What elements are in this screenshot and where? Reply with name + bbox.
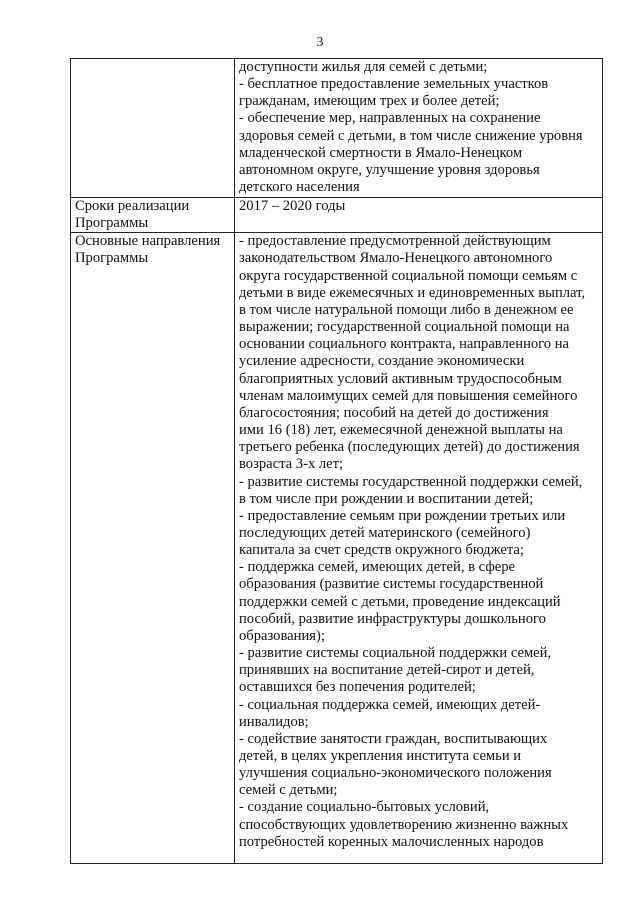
text-line: автономном округе, улучшение уровня здоровья bbox=[239, 161, 540, 178]
text-line: улучшения социально-экономического положения bbox=[239, 765, 552, 782]
row-label-cell bbox=[71, 198, 235, 233]
row-text-cell bbox=[235, 233, 603, 864]
text-line: - предоставление предусмотренной действующим bbox=[239, 233, 551, 250]
text-line: благоприятных условий активным трудоспособным bbox=[239, 370, 562, 387]
text-line: инвалидов; bbox=[239, 713, 309, 730]
text-line: - обеспечение мер, направленных на сохранение bbox=[239, 110, 541, 127]
text-line: возраста 3-х лет; bbox=[239, 456, 344, 473]
text-line: образования); bbox=[239, 627, 325, 644]
text-line: округа государственной социальной помощи семьям с bbox=[239, 267, 578, 284]
text-line: детей, в целях укрепления института семьи и bbox=[239, 748, 522, 764]
text-line: - предоставление семьям при рождении третьих или bbox=[239, 507, 566, 524]
text-line: младенческой смертности в Ямало-Ненецком bbox=[239, 144, 523, 161]
text-line: Сроки реализации bbox=[75, 198, 190, 214]
text-line: ими 16 (18) лет, ежемесячной денежной выплаты на bbox=[239, 422, 563, 439]
text-line: - поддержка семей, имеющих детей, в сфере bbox=[239, 559, 516, 576]
text-line: Программы bbox=[75, 215, 149, 232]
text-line: гражданам, имеющим трех и более детей; bbox=[239, 93, 500, 110]
row-label-cell bbox=[71, 59, 235, 198]
text-line: - бесплатное предоставление земельных участков bbox=[239, 76, 549, 93]
row-text-cell bbox=[235, 59, 603, 198]
text-line: выражении; государственной социальной помощи на bbox=[239, 319, 570, 336]
text-line: в том числе натуральной помощи либо в денежном ее bbox=[239, 301, 574, 318]
text-line: - содействие занятости граждан, воспитывающих bbox=[239, 730, 548, 747]
text-line: пособий, развитие инфраструктуры дошкольного bbox=[239, 610, 546, 627]
text-line: здоровья семей с детьми, в том числе снижение уровня bbox=[239, 127, 583, 144]
text-line: благосостояния; пособий на детей до достижения bbox=[239, 404, 549, 421]
text-line: - развитие системы социальной поддержки семей, bbox=[239, 645, 552, 662]
text-line: детского населения bbox=[239, 179, 360, 196]
page-number: 3 bbox=[316, 35, 324, 50]
text-line: семей с детьми; bbox=[239, 782, 338, 799]
text-line: Основные направления bbox=[75, 233, 221, 250]
row-text-cell bbox=[235, 198, 603, 233]
text-line: основании социального контракта, направленного на bbox=[239, 336, 570, 353]
text-line: потребностей коренных малочисленных народов bbox=[239, 833, 544, 850]
text-line: капитала за счет средств окружного бюджета; bbox=[239, 542, 524, 559]
text-line: принявших на воспитание детей-сирот и детей, bbox=[239, 662, 535, 679]
table-row-implementation-period bbox=[71, 198, 603, 233]
text-line: образования (развитие системы государственной bbox=[239, 576, 544, 593]
text-line: усиление адресности, создание экономически bbox=[239, 353, 525, 370]
text-line: поддержки семей с детьми, проведение индексаций bbox=[239, 593, 561, 610]
text-line: детьми в виде ежемесячных и единовременных выплат, bbox=[239, 284, 586, 301]
row-label-cell bbox=[71, 233, 235, 864]
text-line: последующих детей материнского (семейного) bbox=[239, 524, 531, 541]
text-line: третьего ребенка (последующих детей) до достижения bbox=[239, 439, 580, 456]
text-line: законодательством Ямало-Ненецкого автономного bbox=[239, 250, 553, 267]
text-line: членам малоимущих семей для повышения семейного bbox=[239, 387, 578, 404]
text-line: способствующих удовлетворению жизненно важных bbox=[239, 816, 569, 833]
text-line: Программы bbox=[75, 250, 149, 267]
text-line: - создание социально-бытовых условий, bbox=[239, 799, 490, 816]
table-row-main-directions bbox=[71, 233, 603, 864]
program-passport-table bbox=[70, 58, 603, 864]
text-line: доступности жилья для семей с детьми; bbox=[239, 59, 488, 75]
text-line: - развитие системы государственной поддержки семей, bbox=[239, 473, 583, 490]
text-line: оставшихся без попечения родителей; bbox=[239, 679, 476, 696]
text-line: 2017 – 2020 годы bbox=[239, 198, 346, 214]
table-row-continuation bbox=[71, 59, 603, 198]
text-line: - социальная поддержка семей, имеющих детей- bbox=[239, 696, 541, 713]
text-line: в том числе при рождении и воспитании детей; bbox=[239, 490, 534, 507]
